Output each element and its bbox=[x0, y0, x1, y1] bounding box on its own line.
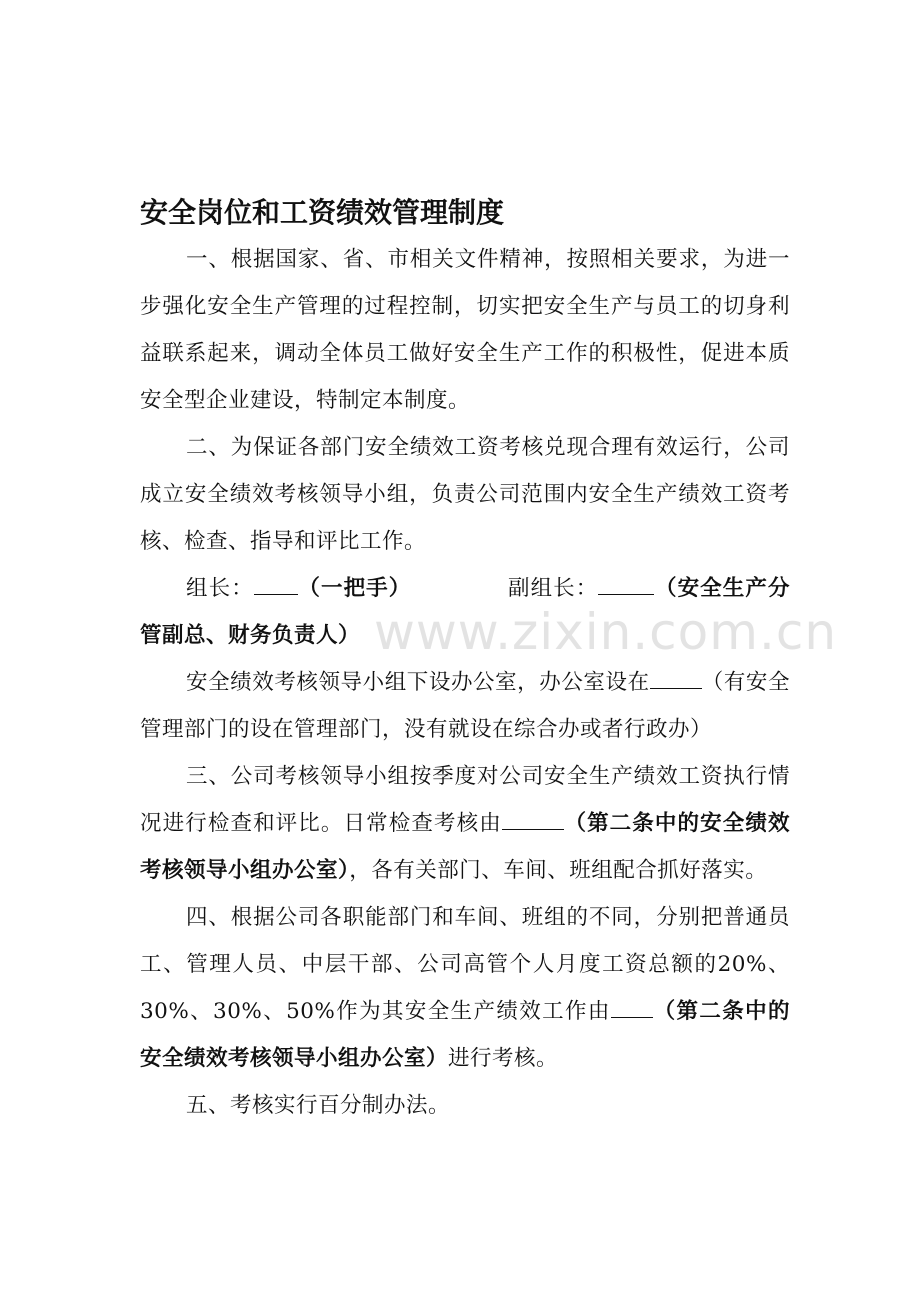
paragraph-5: 五、考核实行百分制办法。 bbox=[186, 1093, 451, 1118]
document-body bbox=[140, 236, 790, 1129]
deputy-blank-field bbox=[598, 570, 654, 595]
office-text-a: 安全绩效考核领导小组下设办公室，办公室设在 bbox=[186, 670, 650, 695]
p3-text-b: ，各有关部门、车间、班组配合抓好落实。 bbox=[349, 858, 768, 883]
p4-text-b: 进行考核。 bbox=[448, 1046, 559, 1071]
p3-text-a: 三、公司考核领导小组按季度对公司安全生产绩效工资执行情况进行检查和评比。日常检查考核由 bbox=[140, 764, 790, 836]
p3-blank-field bbox=[502, 805, 564, 830]
p4-bold-note: （第二条中的安全绩效考核领导小组办公室） bbox=[140, 999, 790, 1071]
leader-blank-field bbox=[254, 570, 298, 595]
deputy-note: （安全生产分管副总、财务负责人） bbox=[140, 576, 790, 648]
paragraph-3 bbox=[140, 753, 790, 894]
watermark-text: www.zixin.com.cn bbox=[374, 603, 838, 661]
paragraph-leadership bbox=[140, 565, 790, 659]
deputy-label: 副组长： bbox=[507, 576, 599, 601]
paragraph-1: 一、根据国家、省、市相关文件精神，按照相关要求，为进一步强化安全生产管理的过程控制，切实把安全生产与员工的切身利益联系起来，调动全体员工做好安全生产工作的积极性，促进本质安全型企业建设，特制定本制度。 bbox=[140, 247, 790, 413]
p3-bold-note: （第二条中的安全绩效考核领导小组办公室） bbox=[140, 811, 790, 883]
p4-blank-field bbox=[611, 993, 653, 1018]
paragraph-2: 二、为保证各部门安全绩效工资考核兑现合理有效运行，公司成立安全绩效考核领导小组，负责公司范围内安全生产绩效工资考核、检查、指导和评比工作。 bbox=[140, 435, 790, 554]
paragraph-office bbox=[140, 659, 790, 753]
office-text-b: （有安全管理部门的设在管理部门，没有就设在综合办或者行政办） bbox=[140, 670, 790, 742]
document-title: 安全岗位和工资绩效管理制度 bbox=[140, 196, 505, 229]
paragraph-4 bbox=[140, 894, 790, 1082]
office-blank-field bbox=[650, 664, 702, 689]
leader-note: （一把手） bbox=[297, 576, 412, 601]
p4-text-a: 四、根据公司各职能部门和车间、班组的不同，分别把普通员工、管理人员、中层干部、公司高管个人月度工资总额的20%、30%、30%、50%作为其安全生产绩效工作由 bbox=[140, 905, 790, 1024]
leader-label: 组长： bbox=[186, 576, 254, 601]
